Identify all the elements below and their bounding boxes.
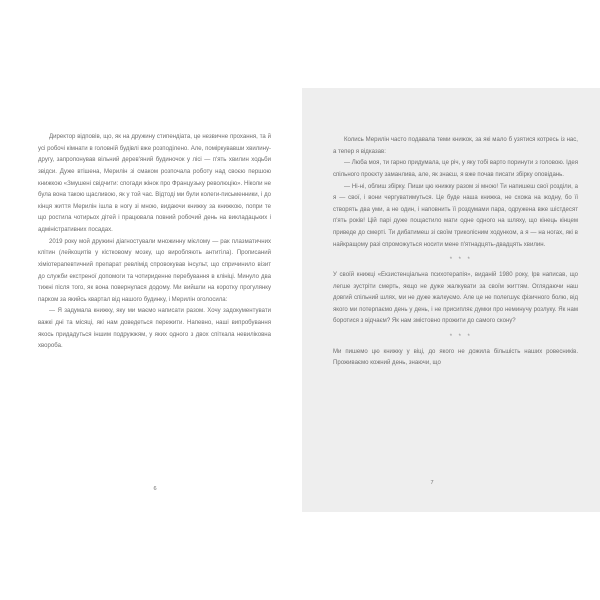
paragraph: — Люба моя, ти гарно придумала, це річ, у яку тобі варто поринути з головою. Ідея спільного проєкту заманлива, але, як знаєш, я вже почав писати збірку оповідань.: [333, 160, 578, 178]
section-separator: * * *: [449, 256, 473, 263]
paragraph: У своїй книжці «Екзистенціальна психотерапія», виданій 1980 року, Ірв написав, що легше зустріти смерть, якщо не дуже жалкувати за своїм життям. Оглядаючи наш довгий спільний шлях, ми не дуже жалкуємо. Але це не полегшує фізичного болю, від якого ми потерпаємо день у день, і не присипляє думки про неминучу розлуку. Як нам боротися з відчаєм? Як нам змістовно прожити до самого скону?: [333, 271, 578, 325]
left-page: [0, 0, 295, 512]
paragraph: 2019 року мой дружині діагностували множинну мієлому — рак плазматичних клітин (лейкоцитів у кістковому мозку, що виробляють антитіла). Прописаний хіміотерапевтичний препарат ревлімід спровокував інсульт, що спричинило візит до служби екстреної допомоги та чотириденне перебування в клініці. Минуло два тижні після того, як вона повернулася додому. Ми вийшли на коротку прогулянку парком за якийсь квартал від нашого будинку, і Мерилін оголосила:: [38, 238, 271, 303]
right-page: [302, 88, 600, 512]
page-number-left: 6: [153, 486, 157, 492]
paragraph: Директор відповів, що, як на дружину стипендіата, це незвичне прохання, та й усі робочі кімнати в головній будівлі вже розподілено. Але, поміркувавши хвилину-другу, запропонував вільний дерев'яний будиночок у лісі — п'ять хвилин ходьби звідси. Дуже втішена, Мерилін зі смаком розпочала роботу над своєю першою книжкою «Змушені свідчити: спогади жінок про Французьку революцію». Ніколи не була вона такою щасливою, як у той час. Відтоді ми були колеги-письменники, і до кінця життя Мерилін ішла в ногу зі мною, видаючи книжку за книжкою, попри те що ростила чотирьох дітей і працювала повний робочий день на викладацьких і адміністративних посадах.: [38, 134, 271, 233]
paragraph: — Ні-ні, облиш збірку. Пиши цю книжку разом зі мною! Ти напишеш свої розділи, а я — свої, і вони чергуватимуться. Це буде наша книжка, не схожа на жодну, бо її створять два уми, а не один, і наповнить її роздумами пара, одружена вже шістдесят п'ять років! Цій парі дуже пощастило мати одне одного на шляху, що кінець кінцем приведе до смерті. Ти дибатимеш зі своїм триколісним ходунком, а я — на ногах, які в найкращому разі спроможуться носити мене п'ятнадцять-двадцять хвилин.: [333, 183, 578, 248]
page-number-right: 7: [430, 480, 434, 486]
left-page-text-column: [38, 132, 271, 353]
paragraph: Ми пишемо цю книжку у віці, до якого не дожила більшість наших ровесників. Проживаємо кожний день, знаючи, що: [333, 348, 578, 367]
right-page-text-column: [333, 135, 578, 370]
paragraph: Колись Мерилін часто подавала теми книжок, за які мало б узятися котресь із нас, а тепер я відказав:: [333, 137, 578, 155]
section-separator: * * *: [449, 333, 473, 340]
paragraph: — Я задумала книжку, яку ми маємо написати разом. Хочу задокументувати важкі дні та місяці, які нам доведеться пережити. Напевно, наші випробування якось придадуться іншим подружжям, у яких одного з двох спіткала невиліковна хвороба.: [38, 308, 271, 350]
